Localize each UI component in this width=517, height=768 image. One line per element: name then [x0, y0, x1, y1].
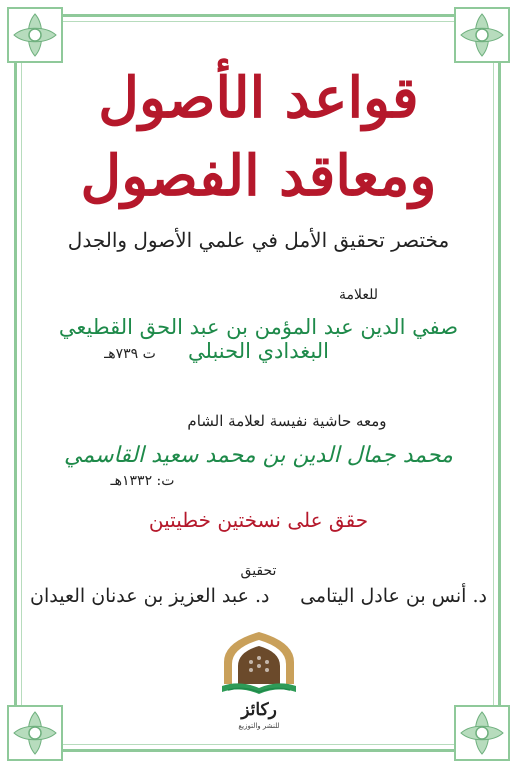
- annotator-death-date: ت: ١٣٣٢هـ: [110, 473, 175, 489]
- author-name: صفي الدين عبد المؤمن بن عبد الحق القطيعي البغدادي الحنبلي: [58, 315, 459, 363]
- annotator-name: محمد جمال الدين بن محمد سعيد القاسمي: [64, 443, 453, 468]
- book-title-line2: ومعاقد الفصول: [80, 143, 437, 209]
- book-title-line1: قواعد الأصول: [98, 65, 419, 131]
- corner-ornament-icon: [6, 6, 64, 64]
- allama-label: للعلامة: [338, 287, 378, 303]
- publisher-logo: [218, 628, 300, 748]
- edition-note: حقق على نسختين خطيتين: [148, 508, 369, 532]
- publisher-arch-icon: [218, 628, 300, 700]
- corner-ornament-icon: [453, 704, 511, 762]
- book-subtitle: مختصر تحقيق الأمل في علمي الأصول والجدل: [67, 228, 450, 252]
- editor-2: د. عبد العزيز بن عدنان العيدان: [30, 585, 270, 607]
- corner-ornament-icon: [453, 6, 511, 64]
- publisher-name: ركائز: [241, 700, 277, 720]
- editors-row: [30, 585, 487, 607]
- corner-ornament-icon: [6, 704, 64, 762]
- editor-1: د. أنس بن عادل اليتامى: [300, 585, 487, 607]
- annotation-label: ومعه حاشية نفيسة لعلامة الشام: [187, 412, 387, 430]
- publisher-subtitle: للنشر والتوزيع: [238, 722, 280, 730]
- tahqiq-label: تحقيق: [240, 563, 277, 579]
- author-death-date: ت ٧٣٩هـ: [104, 346, 156, 362]
